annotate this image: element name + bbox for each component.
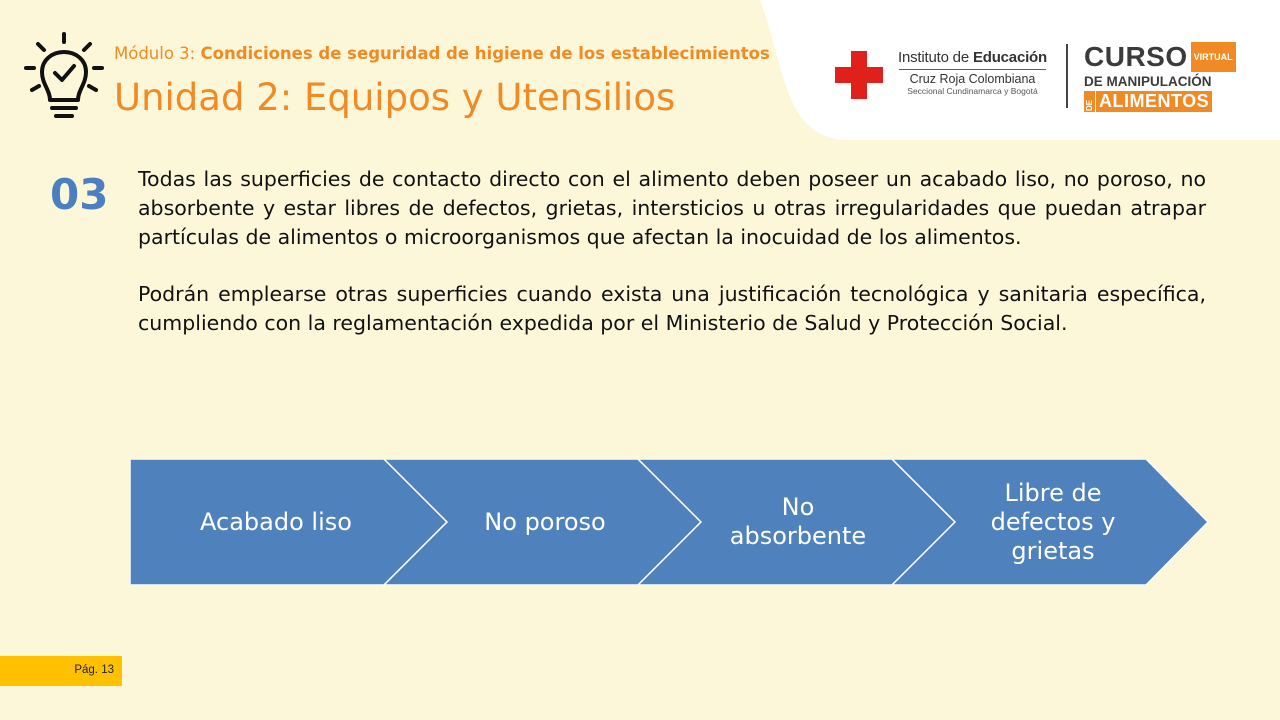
section-number: 03 (50, 170, 109, 219)
virtual-badge: VIRTUAL (1191, 42, 1236, 72)
institute-org: Cruz Roja Colombiana (909, 72, 1036, 86)
course-word: CURSO (1084, 41, 1188, 72)
step-label-4: Libre de defectos y grietas (990, 478, 1116, 565)
course-subtitle: DE MANIPULACIÓN (1084, 74, 1212, 89)
institute-logo-text (895, 49, 1050, 96)
course-food: ALIMENTOS (1096, 91, 1212, 112)
body-text (138, 165, 1206, 366)
lightbulb-check-icon (22, 32, 106, 122)
module-title: Condiciones de seguridad de higiene de los establecimientos (200, 44, 770, 63)
module-prefix: Módulo 3: (114, 44, 201, 63)
unit-title: Unidad 2: Equipos y Utensilios (114, 76, 676, 119)
institute-section: Seccional Cundinamarca y Bogotá (907, 86, 1038, 96)
paragraph-1: Todas las superficies de contacto directo con el alimento deben poseer un acabado liso, no poroso, no absorbente y estar libres de defectos, grietas, intersticios u otras irregularidades que puedan atrapar partículas de alimentos o microorganismos que afectan la inocuidad de los alimentos. (138, 167, 1206, 249)
course-logo (1084, 42, 1236, 112)
step-label-2: No poroso (484, 507, 606, 536)
paragraph-2: Podrán emplearse otras superficies cuando exista una justificación tecnológica y sanitaria específica, cumpliendo con la reglamentación expedida por el Ministerio de Salud y Protección Social. (138, 282, 1206, 335)
red-cross-logo (835, 51, 883, 99)
logo-separator (1066, 44, 1068, 108)
course-de: DE (1084, 91, 1095, 112)
page-number: Pág. 13 (74, 664, 114, 676)
page-number-tag (0, 656, 122, 686)
module-heading (114, 44, 770, 63)
institute-name: Instituto de Educación (897, 49, 1047, 66)
institute-divider (899, 69, 1046, 70)
step-label-1: Acabado liso (200, 507, 352, 536)
step-label-3: No absorbente (729, 493, 867, 550)
